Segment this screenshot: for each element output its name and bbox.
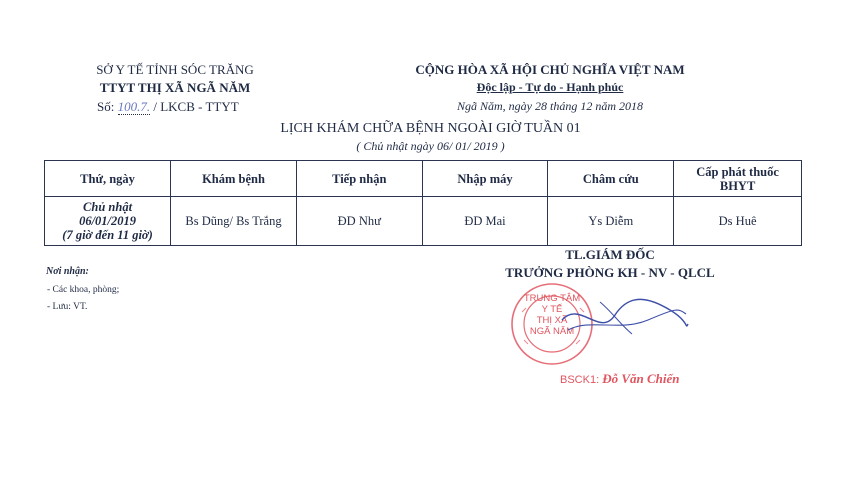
table-header-row	[45, 161, 802, 197]
date-line: Ngã Năm, ngày 28 tháng 12 năm 2018	[457, 99, 643, 113]
so-number: 100.7.	[117, 99, 151, 114]
seal-line: NGÃ NĂM	[529, 326, 575, 337]
signer-full-name: Đỗ Văn Chiến	[602, 371, 680, 386]
header-kham-benh: Khám bệnh	[171, 161, 297, 197]
cell-cap-phat: Ds Huê	[674, 197, 802, 246]
nation-title: CỘNG HÒA XÃ HỘI CHỦ NGHĨA VIỆT NAM	[415, 62, 685, 77]
recipient-item: - Các khoa, phòng;	[47, 285, 120, 295]
header-cap-phat-line2: BHYT	[719, 178, 756, 193]
cell-date: 06/01/2019	[79, 214, 137, 228]
cell-tiep-nhan: ĐD Như	[296, 197, 422, 246]
cell-cham-cuu: Ys Diễm	[548, 197, 674, 246]
center-name: TTYT THỊ XÃ NGÃ NĂM	[99, 80, 251, 95]
signature-title: TL.GIÁM ĐỐC	[565, 247, 655, 262]
handwritten-signature	[560, 290, 690, 350]
recipients-label: Nơi nhận:	[46, 266, 89, 277]
header-nhap-may: Nhập máy	[422, 161, 548, 197]
cell-kham-benh: Bs Dũng/ Bs Trắng	[171, 197, 297, 246]
seal-line: TRUNG TÂM	[523, 293, 581, 304]
recipient-item: - Lưu: VT.	[47, 302, 88, 312]
cell-time: (7 giờ đến 11 giờ)	[62, 228, 153, 242]
schedule-table	[44, 160, 802, 246]
motto-text: Độc lập - Tự do - Hạnh phúc	[476, 80, 624, 94]
signer-prefix: BSCK1:	[560, 374, 600, 386]
schedule-title: LỊCH KHÁM CHỮA BỆNH NGOÀI GIỜ TUẦN 01	[280, 121, 581, 136]
signature-position: TRƯỞNG PHÒNG KH - NV - QLCL	[505, 265, 715, 280]
signer-name	[560, 371, 680, 387]
header-cap-phat-line1: Cấp phát thuốc	[696, 164, 779, 179]
cell-day	[45, 197, 171, 246]
document-number	[97, 99, 239, 115]
department-name: SỞ Y TẾ TỈNH SÓC TRĂNG	[96, 62, 254, 77]
seal-line: Y TẾ	[541, 304, 563, 315]
header-cham-cuu: Châm cứu	[548, 161, 674, 197]
seal-line: THỊ XÃ	[536, 315, 568, 326]
header-day: Thứ, ngày	[45, 161, 171, 197]
schedule-subtitle: ( Chủ nhật ngày 06/ 01/ 2019 )	[356, 139, 505, 153]
motto	[390, 80, 710, 95]
cell-nhap-may: ĐD Mai	[422, 197, 548, 246]
cell-day-name: Chủ nhật	[83, 200, 133, 214]
header-cap-phat	[674, 161, 802, 197]
so-suffix: / LKCB - TTYT	[153, 99, 239, 114]
table-row	[45, 197, 802, 246]
so-label: Số:	[97, 99, 115, 114]
header-tiep-nhan: Tiếp nhận	[296, 161, 422, 197]
